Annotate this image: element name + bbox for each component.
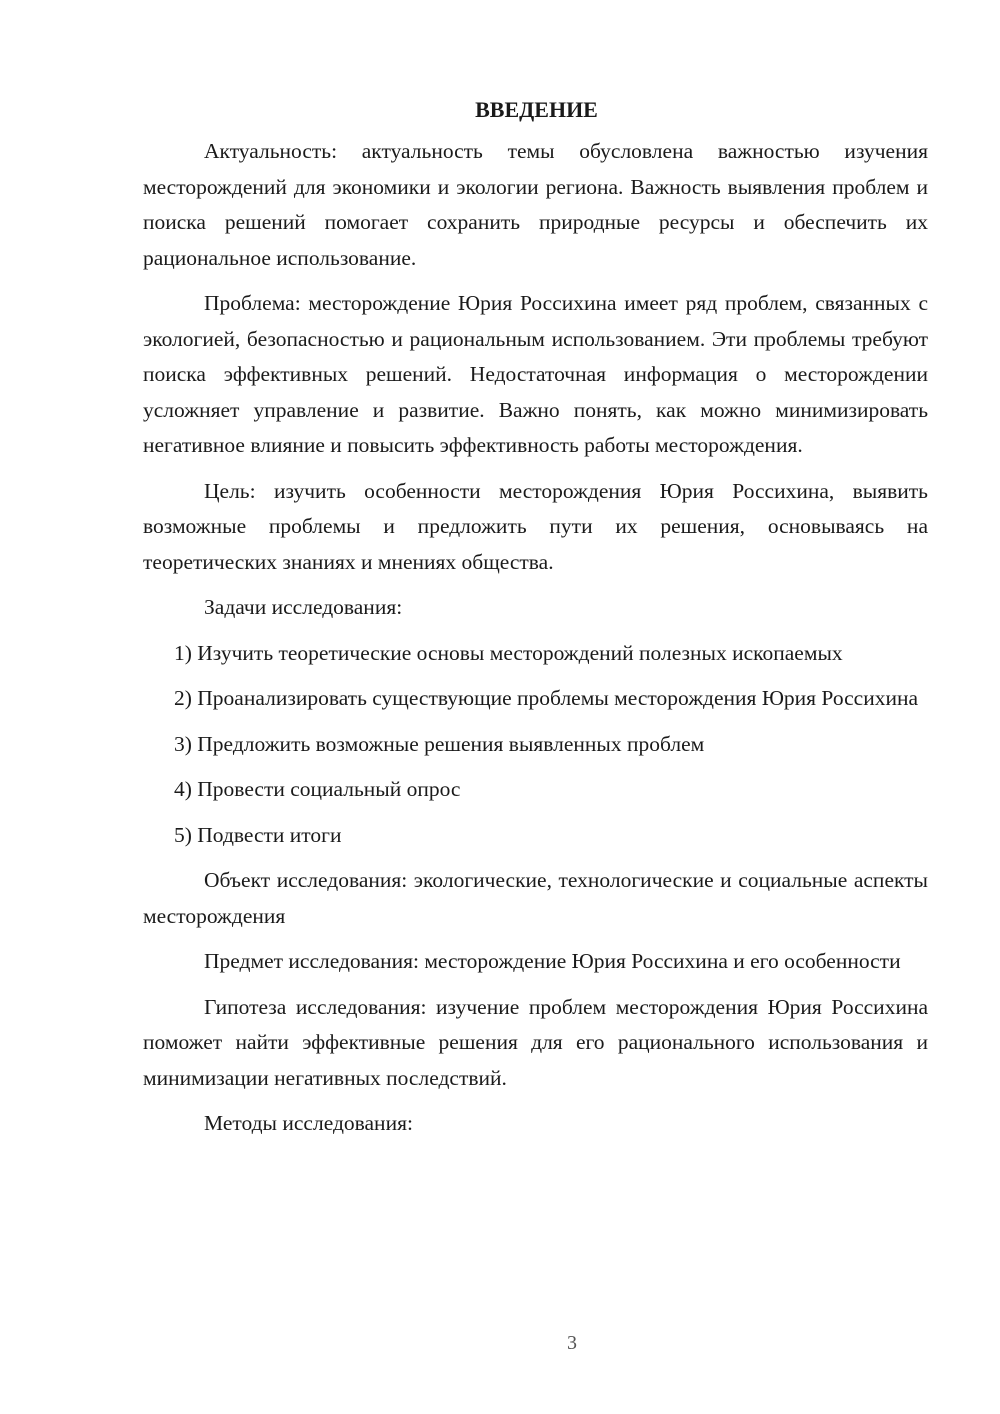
paragraph-relevance: Актуальность: актуальность темы обусловлена важностью изучения месторождений для экономики и экологии региона. Важность выявления проблем и поиска решений помогает сохранить природные ресурсы и обеспечить их рациональное использование.	[143, 139, 928, 270]
page-number: 3	[567, 1332, 577, 1354]
task-item-2: 2) Проанализировать существующие проблемы месторождения Юрия Россихина	[174, 686, 919, 710]
paragraph-subject: Предмет исследования: месторождение Юрия Россихина и его особенности	[204, 949, 901, 973]
task-item-5: 5) Подвести итоги	[174, 822, 342, 847]
paragraph-tasks-heading: Задачи исследования:	[204, 595, 403, 619]
task-item-4: 4) Провести социальный опрос	[174, 777, 461, 801]
paragraph-object: Объект исследования: экологические, технологические и социальные аспекты месторождения	[143, 868, 928, 928]
paragraph-hypothesis: Гипотеза исследования: изучение проблем месторождения Юрия Россихина поможет найти эффективные решения для его рационального использования и минимизации негативных последствий.	[143, 994, 928, 1090]
task-item-3: 3) Предложить возможные решения выявленных проблем	[174, 731, 705, 756]
paragraph-methods: Методы исследования:	[204, 1111, 413, 1135]
page-content	[143, 92, 928, 1142]
section-heading: ВВЕДЕНИЕ	[475, 97, 598, 122]
paragraph-problem: Проблема: месторождение Юрия Россихина имеет ряд проблем, связанных с экологией, безопасностью и рациональным использованием. Эти проблемы требуют поиска эффективных решений. Недостаточная информация о месторождении усложняет управление и развитие. Важно понять, как можно минимизировать негативное влияние и повысить эффективность работы месторождения.	[143, 291, 928, 457]
task-item-1: 1) Изучить теоретические основы месторождений полезных ископаемых	[174, 640, 843, 665]
paragraph-goal: Цель: изучить особенности месторождения Юрия Россихина, выявить возможные проблемы и предложить пути их решения, основываясь на теоретических знаниях и мнениях общества.	[143, 478, 928, 574]
